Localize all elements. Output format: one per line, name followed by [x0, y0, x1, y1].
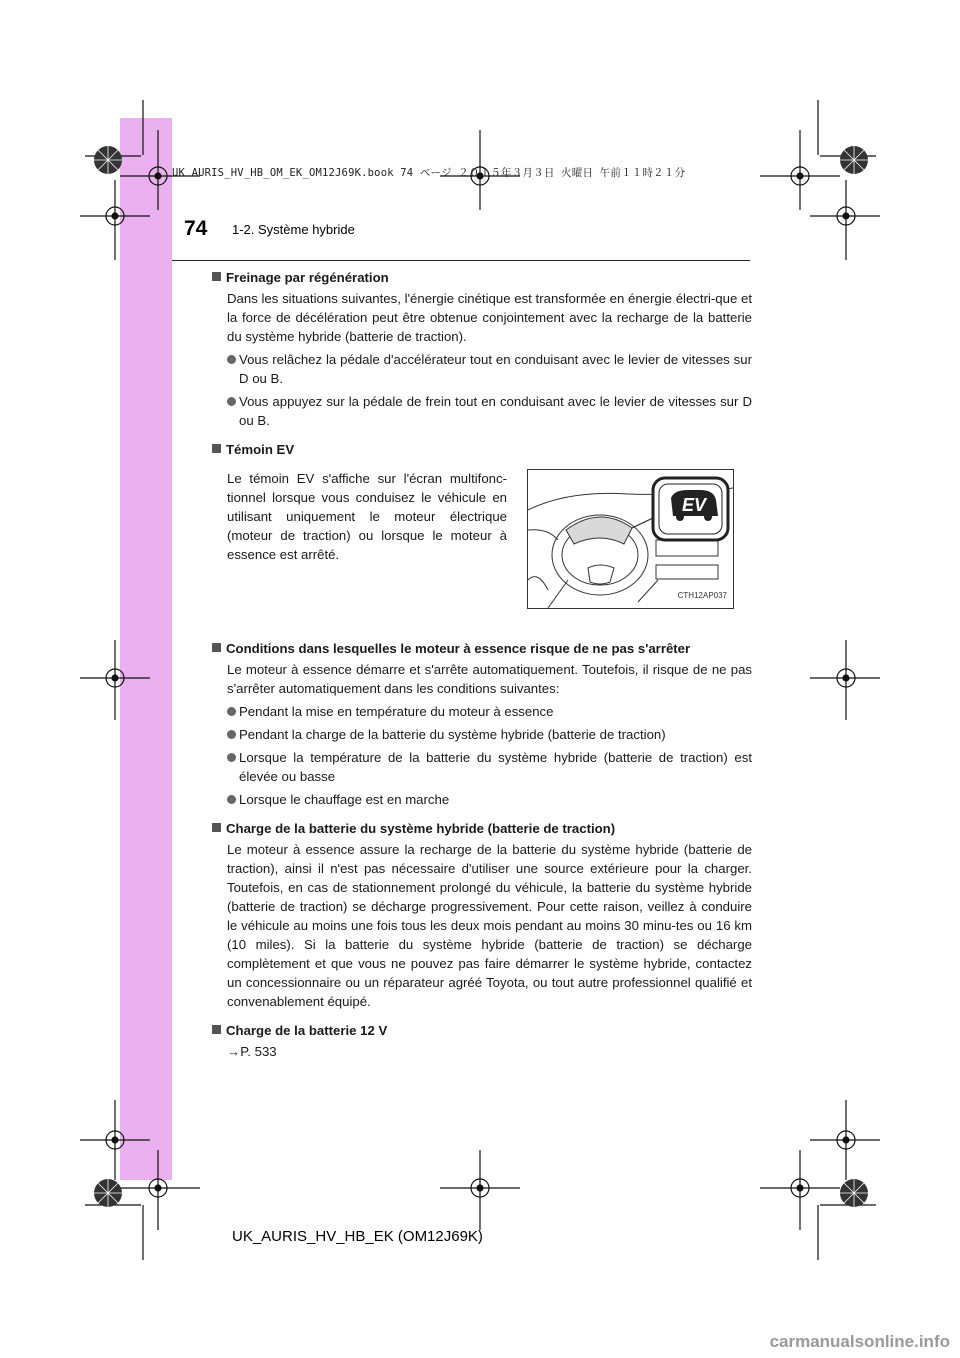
section-title: 1-2. Système hybride	[232, 222, 355, 237]
paragraph: Le moteur à essence démarre et s'arrête automatiquement. Toutefois, il risque de ne pas s'arrêter automatiquement dans les conditions suivantes:	[227, 662, 752, 696]
page-content	[212, 268, 752, 1061]
list-item: Lorsque la température de la batterie du système hybride (batterie de traction) est élevée ou basse	[212, 748, 752, 786]
list-item: Vous relâchez la pédale d'accélérateur tout en conduisant avec le levier de vitesses sur D ou B.	[212, 350, 752, 388]
section-heading-hybrid-battery-charge: Charge de la batterie du système hybride (batterie de traction)	[212, 819, 752, 838]
manual-code-footer: UK_AURIS_HV_HB_EK (OM12J69K)	[232, 1228, 483, 1245]
round-bullet-icon	[227, 730, 236, 739]
figure-code: CTH12AP037	[677, 591, 727, 600]
watermark: carmanualsonline.info	[769, 1332, 950, 1351]
list-item: Pendant la charge de la batterie du système hybride (batterie de traction)	[212, 725, 752, 744]
section-heading-12v-battery-charge: Charge de la batterie 12 V	[212, 1021, 752, 1040]
section-heading-ev-indicator: Témoin EV	[212, 440, 752, 459]
round-bullet-icon	[227, 355, 236, 364]
paragraph: Dans les situations suivantes, l'énergie cinétique est transformée en énergie électri-que et la force de décélération peut être obtenue conjointement avec la recharge de la batterie du système hybride (batterie de traction).	[227, 291, 752, 344]
round-bullet-icon	[227, 795, 236, 804]
round-bullet-icon	[227, 397, 236, 406]
section-heading-regenerative-braking: Freinage par régénération	[212, 268, 752, 287]
ev-icon-label: EV	[681, 495, 707, 515]
ev-indicator-block	[212, 469, 752, 629]
list-item: Lorsque le chauffage est en marche	[212, 790, 752, 809]
page-reference-link[interactable]: →P. 533	[227, 1044, 277, 1059]
paragraph: Le moteur à essence assure la recharge de la batterie du système hybride (batterie de traction), ainsi il n'est pas nécessaire d'utiliser une source extérieure pour la charger. Toutefois, en cas de stationnement prolongé du véhicule, la batterie du système hybride (batterie de traction) se décharge progressivement. Pour cette raison, veillez à conduire le véhicule au moins une fois tous les deux mois pendant au moins 30 minu-tes ou 16 km (10 miles). Si la batterie du système hybride (batterie de traction) se décharge complètement et que vous ne pouvez pas faire démarrer le système hybride, contactez un concessionnaire ou un réparateur agréé Toyota, ou tout autre professionnel qualifié et convenablement équipé.	[227, 842, 752, 1009]
book-info-line: UK AURIS_HV_HB_OM_EK_OM12J69K.book 74 ページ ２０１５年３月３日 火曜日 午前１１時２１分	[172, 167, 686, 179]
square-bullet-icon	[212, 272, 221, 281]
square-bullet-icon	[212, 823, 221, 832]
square-bullet-icon	[212, 643, 221, 652]
list-item: Pendant la mise en température du moteur à essence	[212, 702, 752, 721]
header-rule	[172, 260, 750, 261]
round-bullet-icon	[227, 753, 236, 762]
square-bullet-icon	[212, 444, 221, 453]
list-item: Vous appuyez sur la pédale de frein tout en conduisant avec le levier de vitesses sur D ou B.	[212, 392, 752, 430]
paragraph: Le témoin EV s'affiche sur l'écran multifonc-tionnel lorsque vous conduisez le véhicule en utilisant uniquement le moteur électrique (moteur de traction) ou lorsque le moteur à essence est arrêté.	[227, 471, 507, 562]
section-heading-engine-stop-conditions: Conditions dans lesquelles le moteur à essence risque de ne pas s'arrêter	[212, 639, 752, 658]
round-bullet-icon	[227, 707, 236, 716]
dashboard-illustration	[527, 469, 734, 609]
page-number: 74	[184, 217, 208, 240]
square-bullet-icon	[212, 1025, 221, 1034]
